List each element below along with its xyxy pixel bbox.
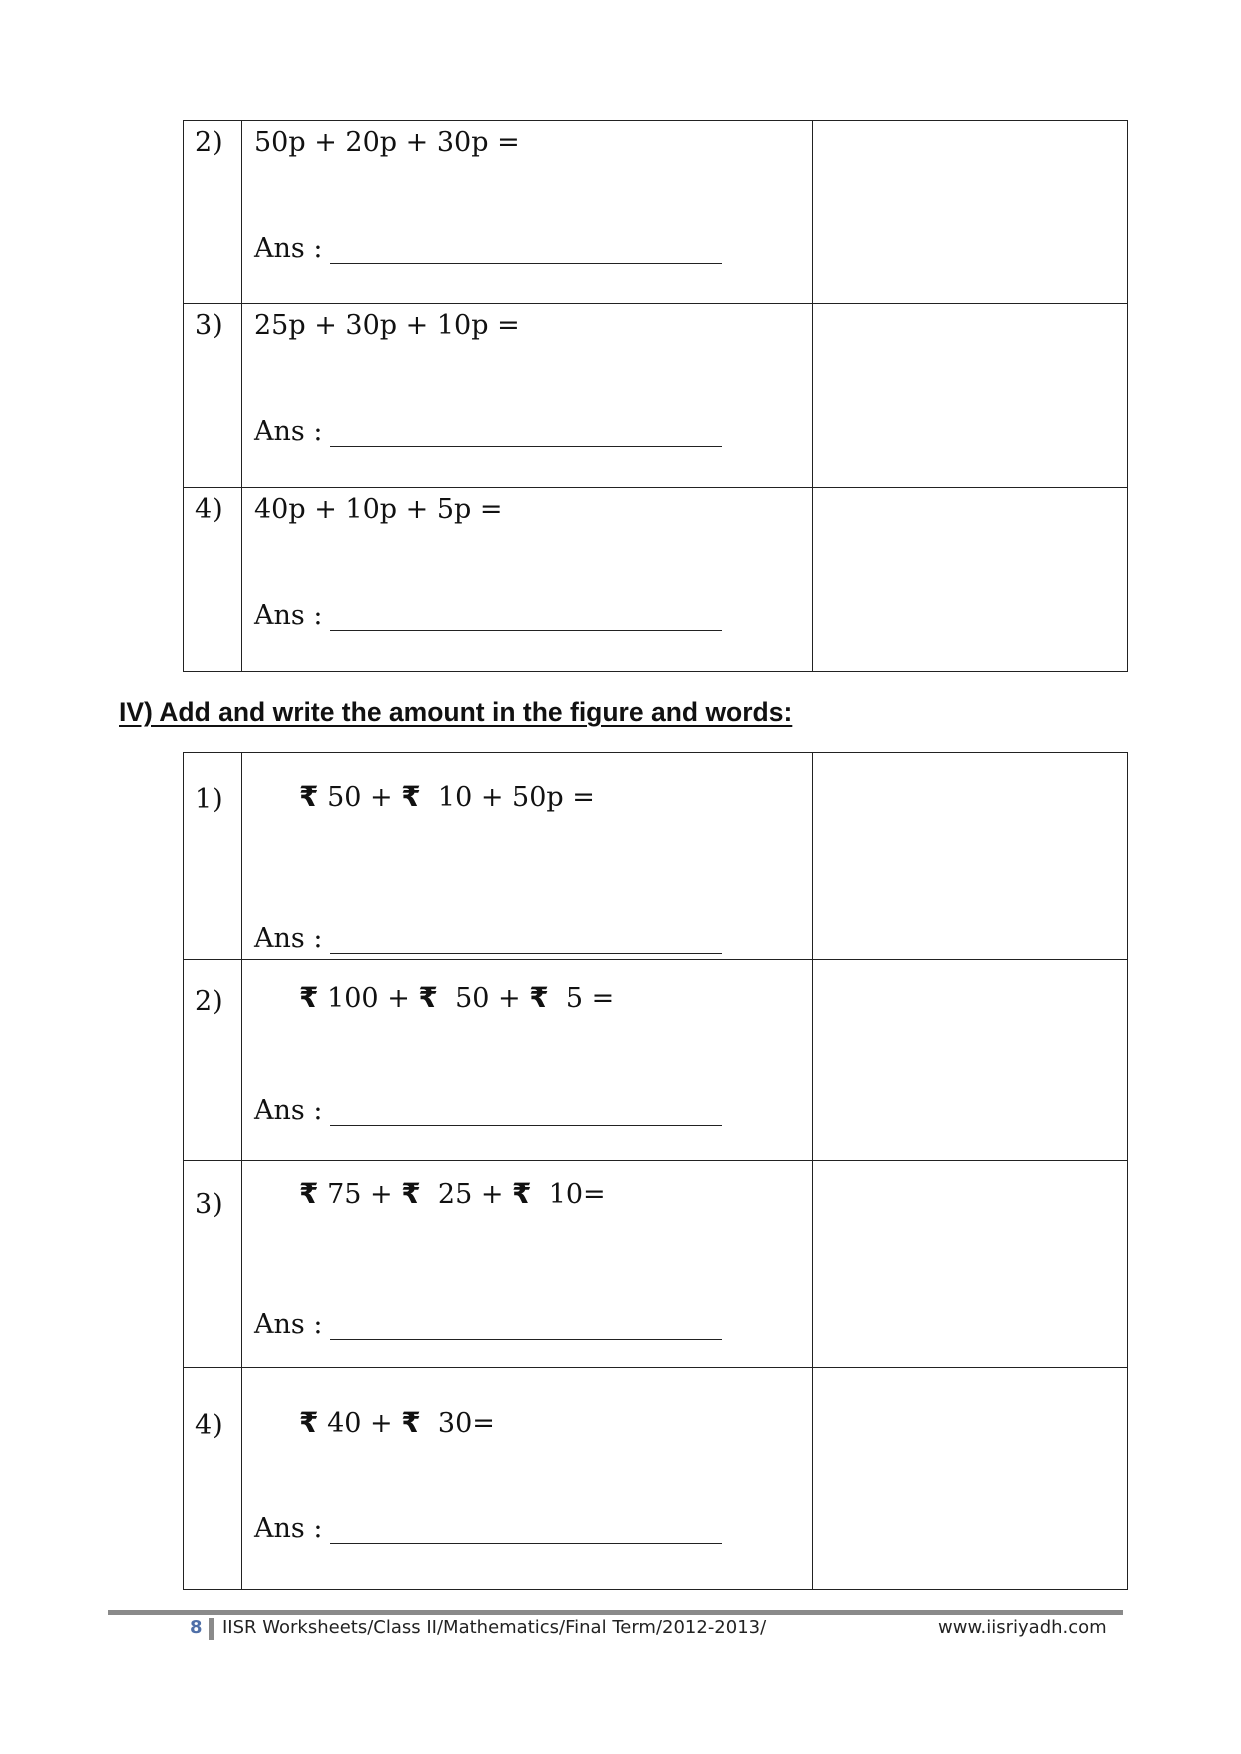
expression-term: 25 + [437, 1179, 513, 1210]
table-row [184, 488, 1128, 672]
answer-blank[interactable] [330, 1519, 722, 1544]
table-row [184, 304, 1128, 488]
answer-blank[interactable] [330, 422, 722, 447]
question-number: 3) [195, 310, 223, 341]
question-expression [299, 780, 595, 813]
answer-line[interactable] [254, 233, 722, 264]
rupee-icon: ₹ [299, 981, 319, 1014]
footer-website[interactable]: www.iisriyadh.com [938, 1617, 1107, 1638]
answer-blank[interactable] [330, 1101, 722, 1126]
working-space[interactable] [813, 488, 1128, 672]
answer-line[interactable] [254, 1309, 722, 1340]
page-footer [0, 1617, 1241, 1647]
working-space[interactable] [813, 1368, 1128, 1590]
page-number: 8 [190, 1617, 203, 1638]
section-heading: IV) Add and write the amount in the figure and words: [119, 697, 793, 727]
answer-line[interactable] [254, 600, 722, 631]
question-number: 2) [195, 986, 223, 1017]
table-row [184, 753, 1128, 960]
answer-label: Ans : [254, 600, 323, 631]
footer-separator [209, 1618, 214, 1640]
question-expression: 50p + 20p + 30p = [254, 127, 520, 158]
answer-blank[interactable] [330, 239, 722, 264]
question-number: 4) [195, 1410, 223, 1441]
expression-term: 40 + [327, 1408, 402, 1439]
rupee-icon: ₹ [401, 780, 421, 813]
answer-line[interactable] [254, 1095, 722, 1126]
answer-label: Ans : [254, 923, 323, 954]
working-space[interactable] [813, 304, 1128, 488]
answer-label: Ans : [254, 233, 323, 264]
question-expression [299, 1177, 606, 1210]
expression-term: 10= [548, 1179, 606, 1210]
answer-blank[interactable] [330, 606, 722, 631]
working-space[interactable] [813, 121, 1128, 304]
question-expression: 25p + 30p + 10p = [254, 310, 520, 341]
footer-divider [108, 1610, 1123, 1615]
question-number: 2) [195, 127, 223, 158]
answer-blank[interactable] [330, 929, 722, 954]
question-expression [299, 1406, 495, 1439]
expression-term: 30= [437, 1408, 495, 1439]
money-addition-table-paise [183, 120, 1128, 672]
working-space[interactable] [813, 753, 1128, 960]
answer-label: Ans : [254, 416, 323, 447]
expression-term: 50 + [455, 983, 530, 1014]
rupee-icon: ₹ [299, 1177, 319, 1210]
answer-line[interactable] [254, 416, 722, 447]
working-space[interactable] [813, 960, 1128, 1161]
answer-label: Ans : [254, 1095, 323, 1126]
rupee-icon: ₹ [299, 1406, 319, 1439]
expression-term: 50 + [327, 782, 402, 813]
question-number: 3) [195, 1189, 223, 1220]
question-expression: 40p + 10p + 5p = [254, 494, 503, 525]
rupee-icon: ₹ [529, 981, 549, 1014]
table-row [184, 121, 1128, 304]
answer-label: Ans : [254, 1513, 323, 1544]
rupee-icon: ₹ [401, 1406, 421, 1439]
rupee-icon: ₹ [401, 1177, 421, 1210]
question-number: 4) [195, 494, 223, 525]
answer-blank[interactable] [330, 1315, 722, 1340]
rupee-icon: ₹ [299, 780, 319, 813]
table-row [184, 1161, 1128, 1368]
question-number: 1) [195, 784, 223, 815]
money-addition-table-rupees [183, 752, 1128, 1590]
footer-path: IISR Worksheets/Class II/Mathematics/Final Term/2012-2013/ [222, 1617, 767, 1638]
expression-term: 100 + [327, 983, 419, 1014]
expression-term: 75 + [327, 1179, 402, 1210]
question-expression [299, 981, 614, 1014]
answer-label: Ans : [254, 1309, 323, 1340]
expression-term: 5 = [565, 983, 615, 1014]
rupee-icon: ₹ [418, 981, 438, 1014]
working-space[interactable] [813, 1161, 1128, 1368]
answer-line[interactable] [254, 1513, 722, 1544]
table-row [184, 1368, 1128, 1590]
rupee-icon: ₹ [512, 1177, 532, 1210]
answer-line[interactable] [254, 923, 722, 954]
expression-term: 10 + 50p = [437, 782, 595, 813]
table-row [184, 960, 1128, 1161]
